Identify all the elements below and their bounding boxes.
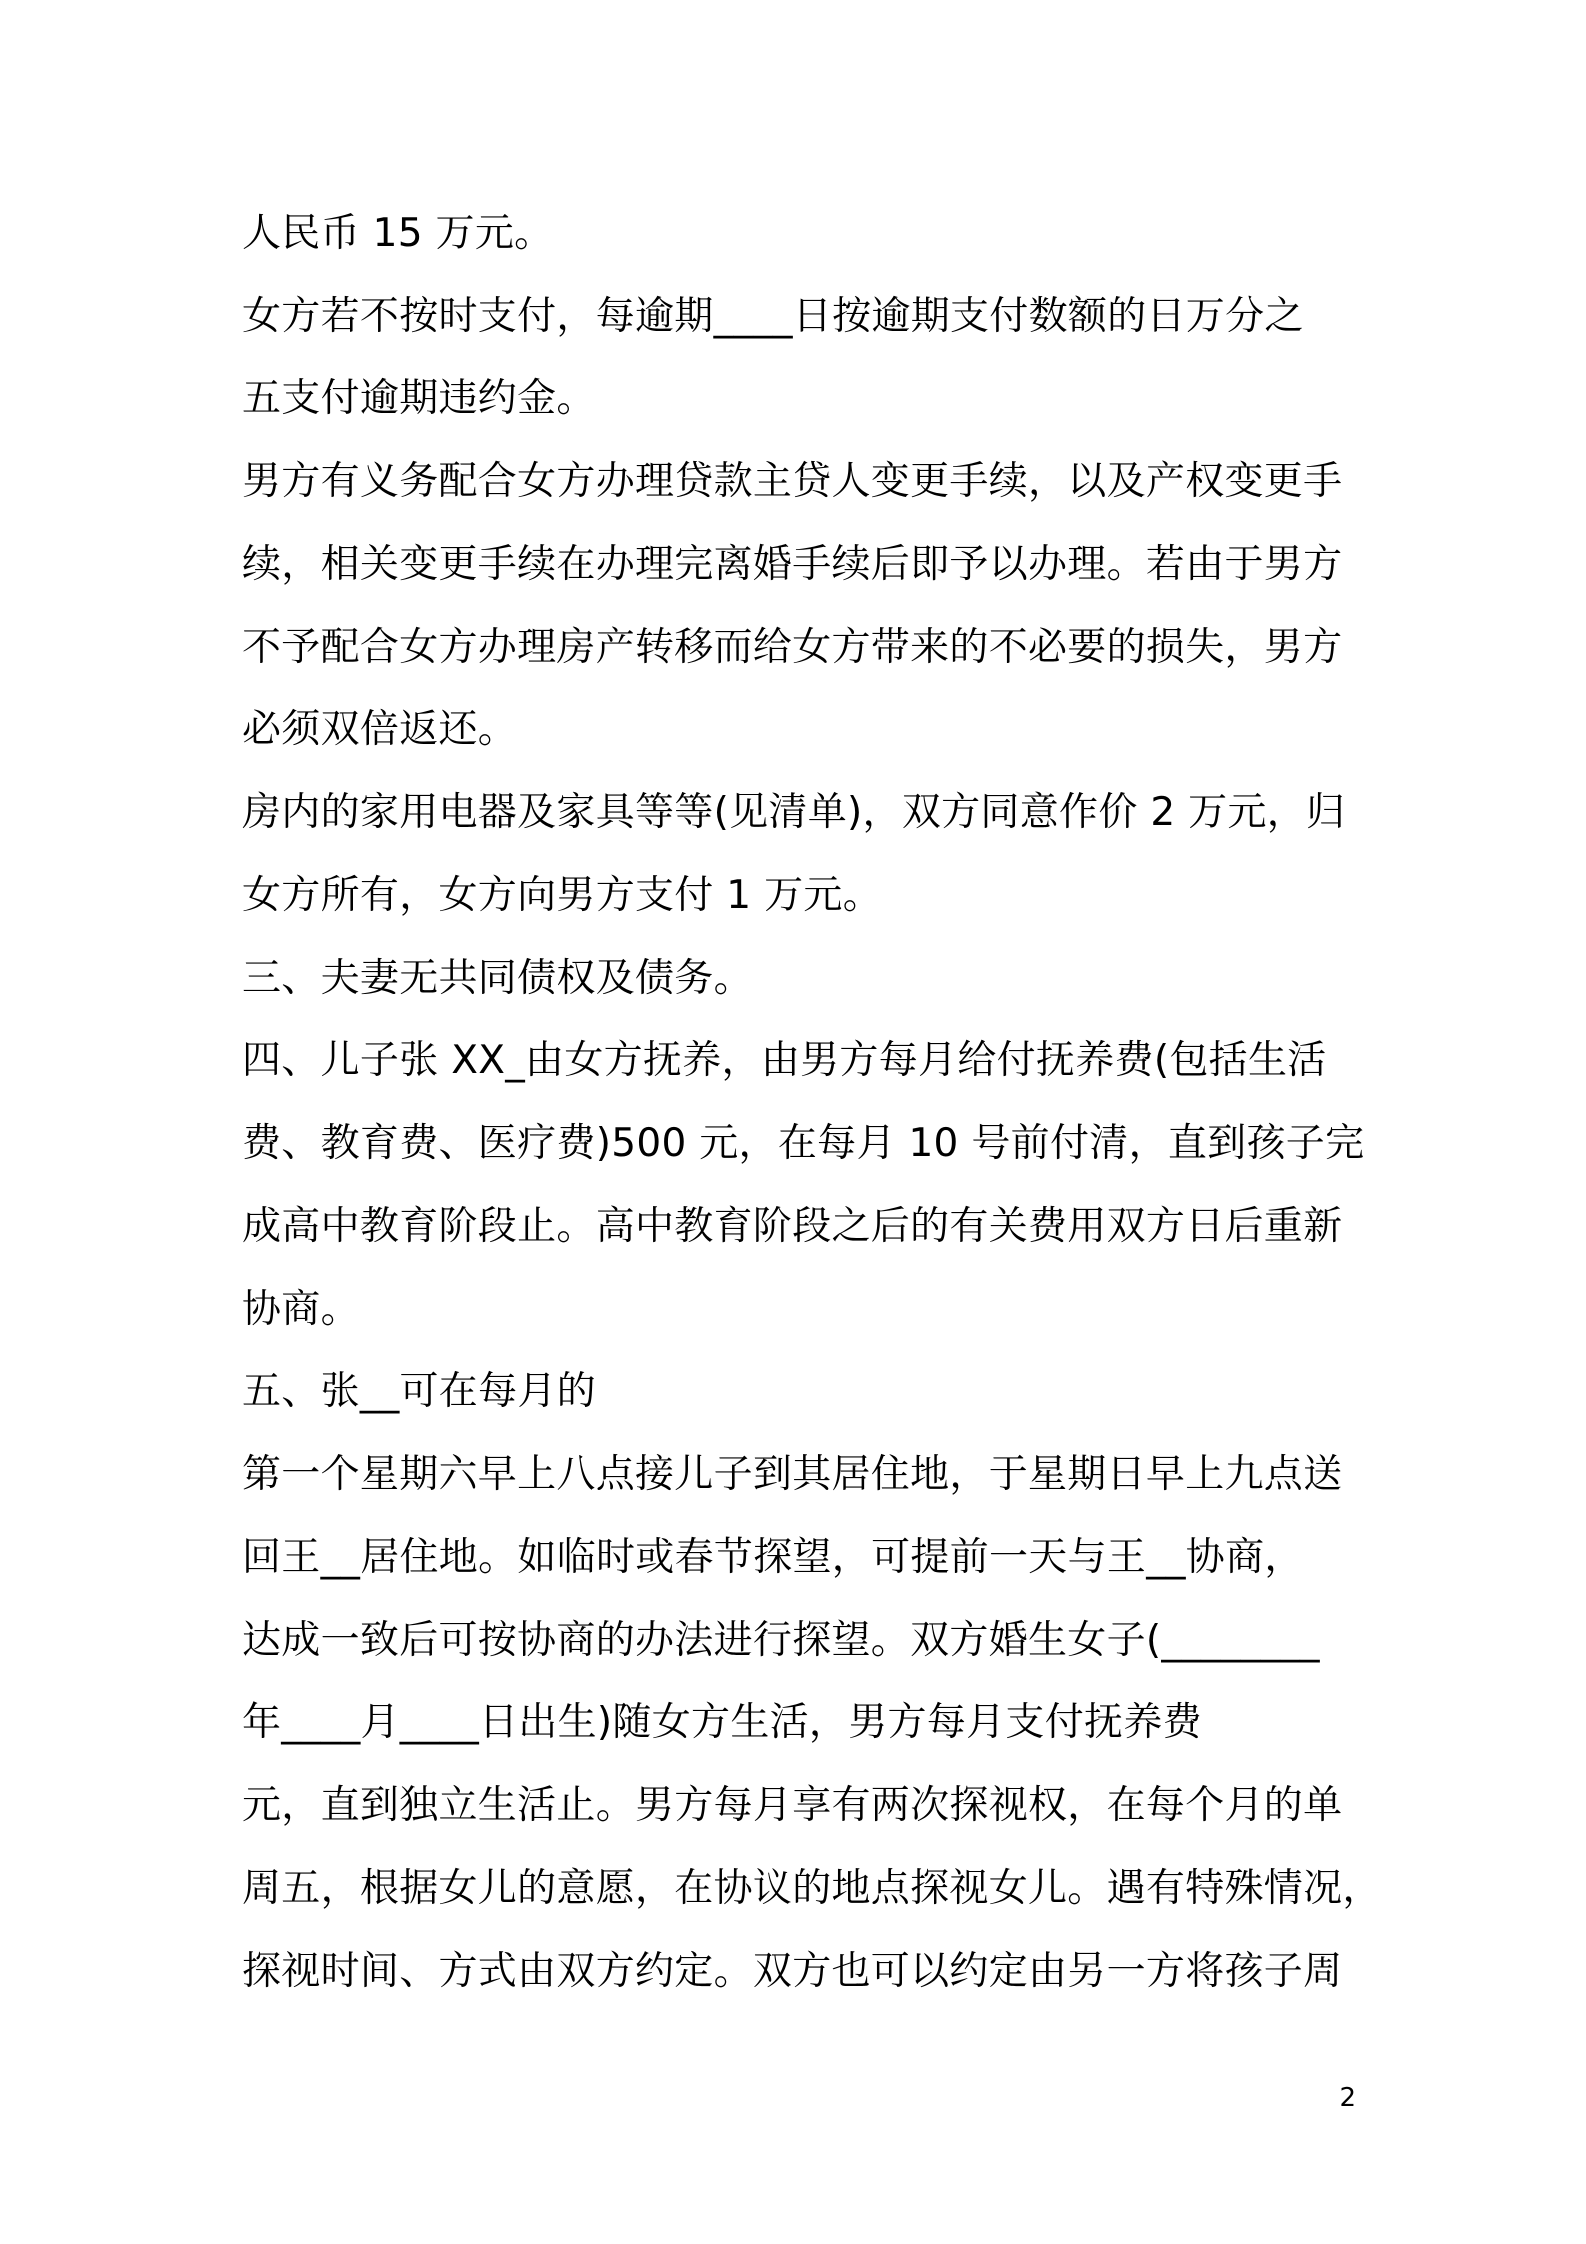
text-line: 必须双倍返还。 [242,707,518,752]
text-line: 协商。 [242,1287,360,1332]
text-line: 周五，根据女儿的意愿，在协议的地点探视女儿。遇有特殊情况， [242,1866,1382,1911]
text-line: 人民币 15 万元。 [242,211,554,256]
text-line: 女方若不按时支付，每逾期____日按逾期支付数额的日万分之 [242,294,1304,339]
text-line: 女方所有，女方向男方支付 1 万元。 [242,873,883,918]
text-line: 五、张__可在每月的 [242,1369,597,1414]
page-number: 2 [1339,2083,1356,2113]
text-line: 第一个星期六早上八点接儿子到其居住地，于星期日早上九点送 [242,1452,1343,1497]
text-line: 回王__居住地。如临时或春节探望，可提前一天与王__协商， [242,1535,1304,1580]
text-line: 男方有义务配合女方办理贷款主贷人变更手续，以及产权变更手 [242,459,1343,504]
text-line: 探视时间、方式由双方约定。双方也可以约定由另一方将孩子周 [242,1949,1343,1994]
text-line: 达成一致后可按协商的办法进行探望。双方婚生女子(________ [242,1618,1320,1663]
text-line: 年____月____日出生)随女方生活，男方每月支付抚养费 [242,1700,1202,1745]
text-line: 续，相关变更手续在办理完离婚手续后即予以办理。若由于男方 [242,542,1343,587]
text-line: 成高中教育阶段止。高中教育阶段之后的有关费用双方日后重新 [242,1204,1343,1249]
text-line: 四、儿子张 XX_由女方抚养，由男方每月给付抚养费(包括生活 [242,1038,1327,1083]
text-line: 不予配合女方办理房产转移而给女方带来的不必要的损失，男方 [242,625,1343,670]
text-line: 三、夫妻无共同债权及债务。 [242,956,753,1001]
text-line: 元，直到独立生活止。男方每月享有两次探视权，在每个月的单 [242,1783,1343,1828]
text-line: 房内的家用电器及家具等等(见清单)，双方同意作价 2 万元，归 [242,790,1346,835]
text-line: 五支付逾期违约金。 [242,376,596,421]
text-line: 费、教育费、医疗费)500 元，在每月 10 号前付清，直到孩子完 [242,1121,1365,1166]
